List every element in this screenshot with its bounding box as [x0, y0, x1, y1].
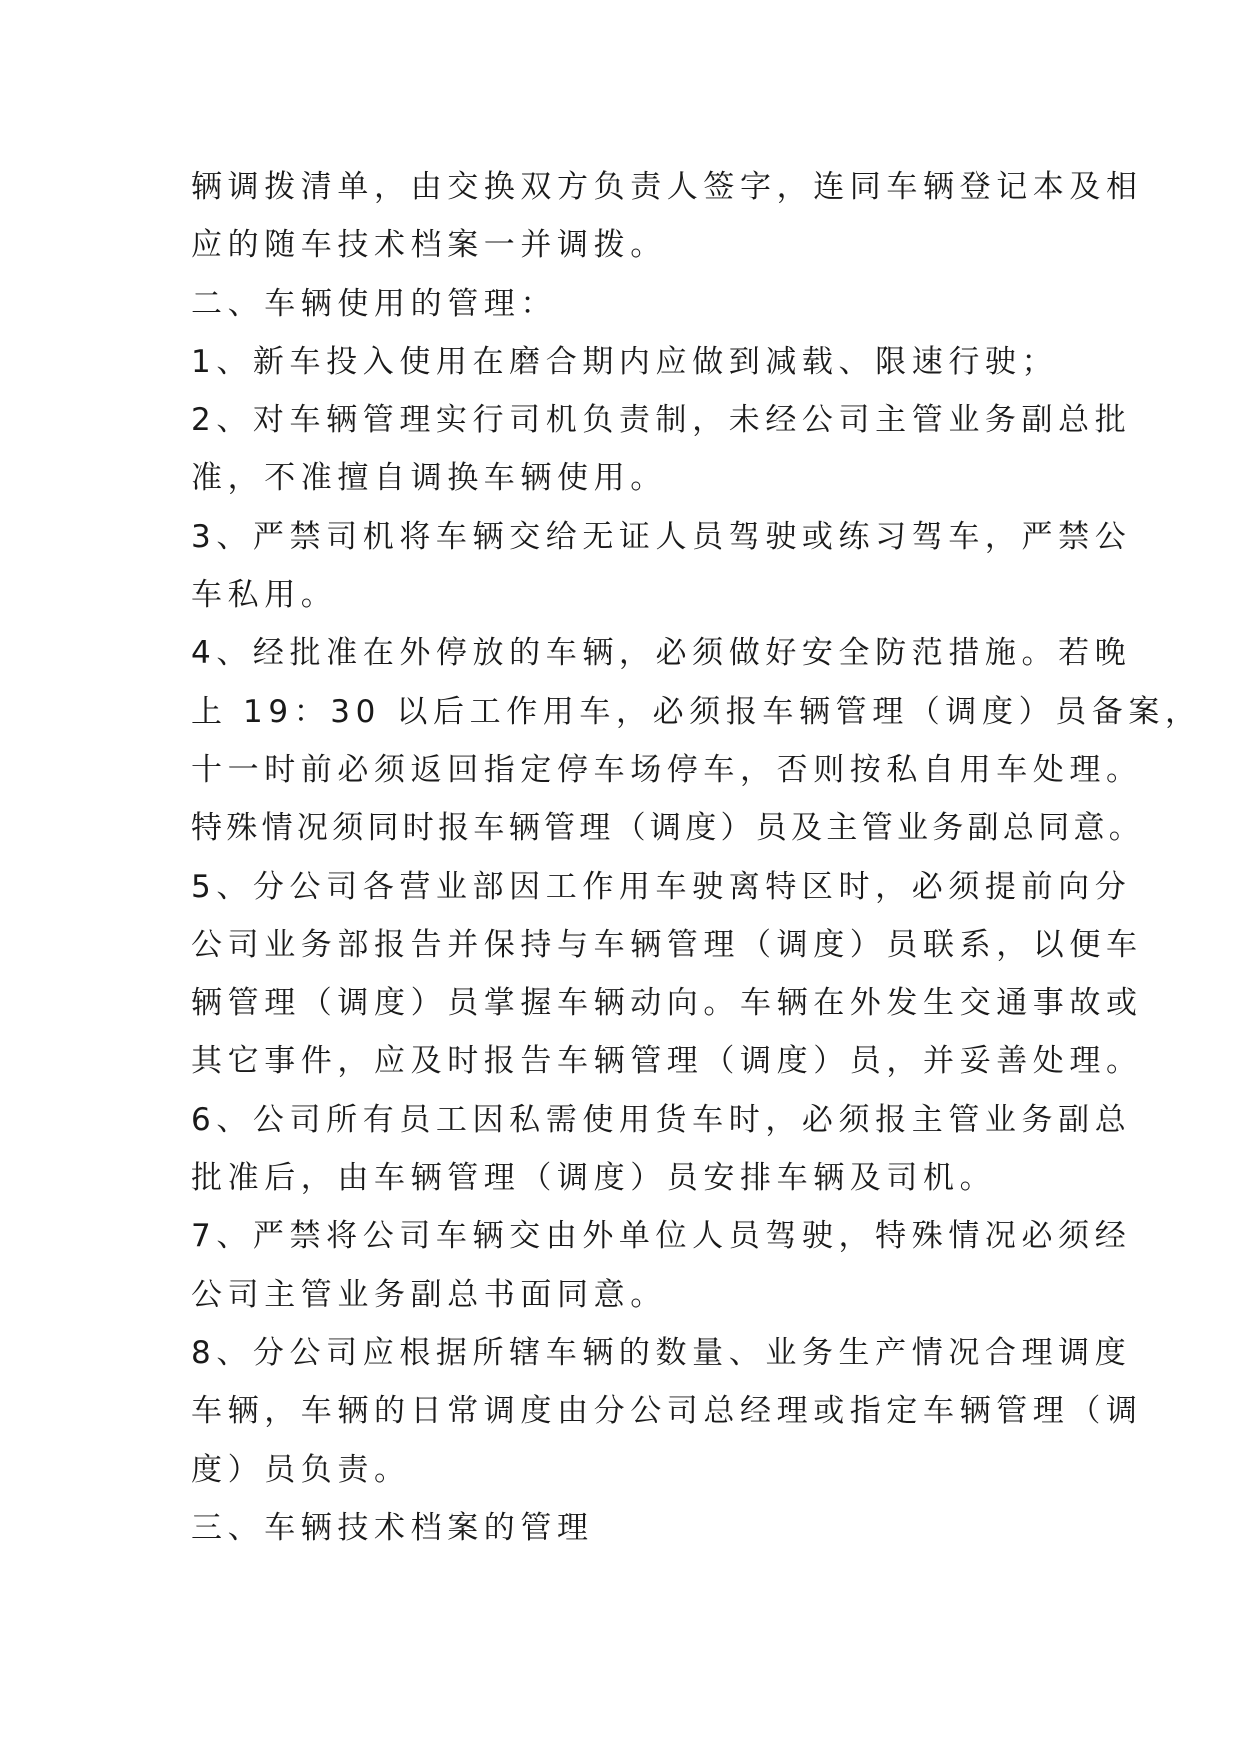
text-line: 特殊情况须同时报车辆管理（调度）员及主管业务副总同意。 — [191, 810, 1145, 847]
text-line: 上 19：30 以后工作用车，必须报车辆管理（调度）员备案， — [191, 693, 1202, 730]
text-line: 2、对车辆管理实行司机负责制，未经公司主管业务副总批 — [191, 402, 1132, 439]
text-line: 公司主管业务副总书面同意。 — [191, 1276, 667, 1313]
text-line: 准，不准擅自调换车辆使用。 — [191, 460, 667, 497]
text-line: 1、新车投入使用在磨合期内应做到减载、限速行驶； — [191, 343, 1059, 380]
text-line: 其它事件，应及时报告车辆管理（调度）员，并妥善处理。 — [191, 1043, 1143, 1080]
text-line: 公司业务部报告并保持与车辆管理（调度）员联系，以便车 — [191, 926, 1143, 963]
text-line: 十一时前必须返回指定停车场停车，否则按私自用车处理。 — [191, 751, 1143, 788]
text-line: 5、分公司各营业部因工作用车驶离特区时，必须提前向分 — [191, 868, 1132, 905]
section-heading: 二、车辆使用的管理： — [191, 285, 557, 322]
text-line: 6、公司所有员工因私需使用货车时，必须报主管业务副总 — [191, 1101, 1132, 1138]
text-line: 辆管理（调度）员掌握车辆动向。车辆在外发生交通事故或 — [191, 985, 1143, 1022]
text-line: 7、严禁将公司车辆交由外单位人员驾驶，特殊情况必须经 — [191, 1218, 1132, 1255]
text-line: 批准后，由车辆管理（调度）员安排车辆及司机。 — [191, 1160, 997, 1197]
text-line: 车辆，车辆的日常调度由分公司总经理或指定车辆管理（调 — [191, 1393, 1143, 1430]
text-line: 辆调拨清单，由交换双方负责人签字，连同车辆登记本及相 — [191, 169, 1143, 205]
text-line: 应的随车技术档案一并调拨。 — [191, 227, 667, 264]
text-line: 3、严禁司机将车辆交给无证人员驾驶或练习驾车，严禁公 — [191, 518, 1132, 555]
text-line: 8、分公司应根据所辖车辆的数量、业务生产情况合理调度 — [191, 1334, 1132, 1371]
section-heading: 三、车辆技术档案的管理 — [191, 1509, 594, 1546]
document-body — [191, 158, 1202, 1557]
text-line: 车私用。 — [191, 577, 338, 614]
text-line: 度）员负责。 — [191, 1451, 411, 1488]
text-line: 4、经批准在外停放的车辆，必须做好安全防范措施。若晚 — [191, 635, 1132, 672]
